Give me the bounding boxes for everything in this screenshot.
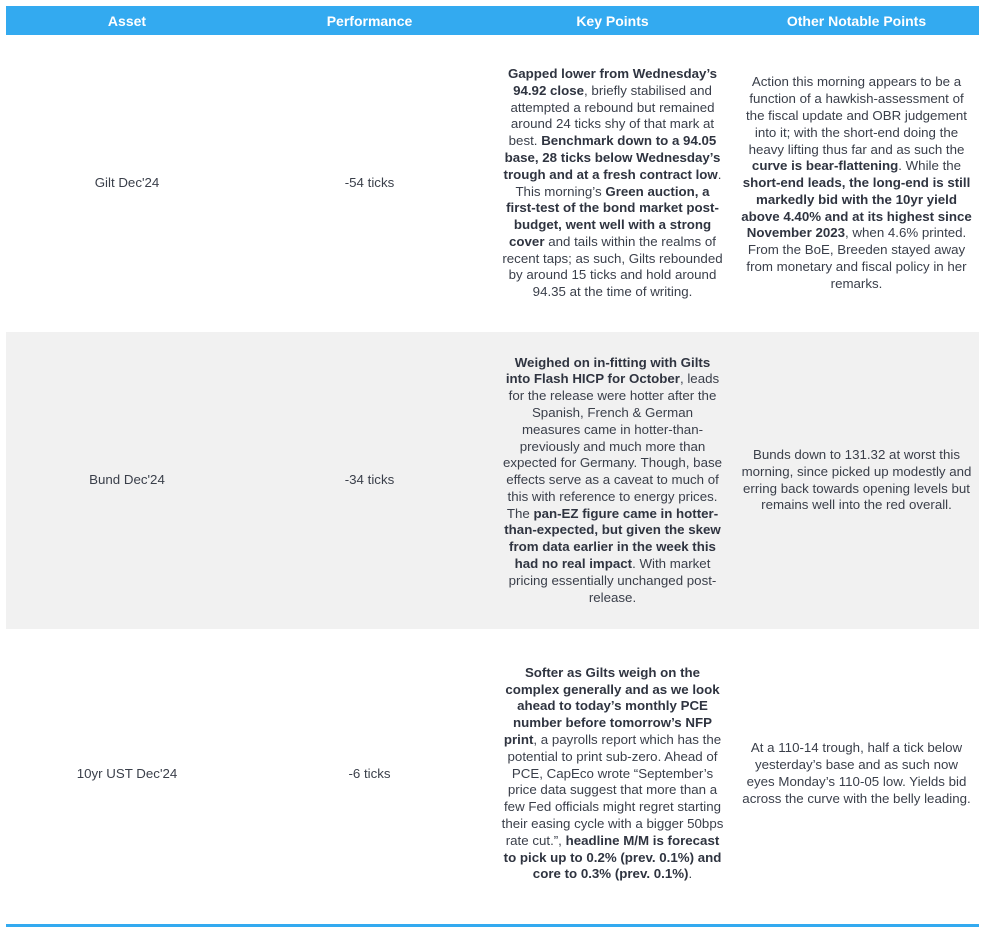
table-row	[6, 35, 979, 332]
header-key-points: Key Points	[491, 6, 734, 35]
text-segment: Bunds down to 131.32 at worst this morning, since picked up modestly and erring back towards opening levels but remains well into the red overall.	[741, 446, 972, 513]
bold-text-segment: pan-EZ figure came in hotter-than-expected, but given the skew from data earlier in the week this had no real impact	[504, 505, 721, 572]
cell-asset: Bund Dec'24	[6, 332, 248, 629]
bold-text-segment: Gapped lower from Wednesday’s 94.92 close	[507, 65, 718, 98]
text-segment: , briefly stabilised and attempted a rebound but remained around 24 ticks shy of that mark at best.	[508, 82, 715, 149]
bold-text-segment: Green auction, a first-test of the bond market post-budget, went well with a strong cover	[506, 183, 719, 249]
market-performance-table	[6, 6, 979, 919]
table-row	[6, 629, 979, 919]
cell-performance: -54 ticks	[344, 175, 395, 191]
text-segment: and tails within the realms of recent taps; as such, Gilts rebounded by around 15 ticks and hold around 94.35 at the time of writing.	[502, 233, 723, 300]
text-segment: , when 4.6% printed. From the BoE, Breeden stayed away from monetary and fiscal policy in her remarks.	[746, 225, 967, 291]
cell-key-points	[491, 35, 734, 332]
cell-other-notable-points	[734, 35, 979, 332]
cell-other-notable-points	[734, 332, 979, 629]
table-header	[6, 6, 979, 35]
bold-text-segment: Weighed on in-fitting with Gilts into Flash HICP for October	[505, 354, 711, 387]
cell-asset: 10yr UST Dec'24	[76, 765, 178, 781]
text-segment: Action this morning appears to be a function of a hawkish-assessment of the fiscal update and OBR judgement into it; with the short-end doing the heavy lifting thus far and as such the	[745, 74, 967, 157]
header-performance: Performance	[248, 6, 491, 35]
cell-performance: -34 ticks	[248, 332, 491, 629]
header-other-notable-points: Other Notable Points	[734, 6, 979, 35]
bold-text-segment: curve is bear-flattening	[751, 158, 899, 174]
cell-key-points	[491, 332, 734, 629]
text-segment: At a 110-14 trough, half a tick below yesterday’s base and as such now eyes Monday’s 110-05 low. Yields bid across the curve with the belly leading.	[742, 740, 971, 806]
text-segment: , leads for the release were hotter after the Spanish, French & German measures came in hotter-than-previously and much more than expected for Germany. Though, base effects serve as a caveat to much of this with reference to energy prices. The	[502, 371, 723, 521]
cell-asset: Gilt Dec'24	[94, 175, 160, 191]
table-row	[6, 332, 979, 629]
text-segment: , a payrolls report which has the potential to print sub-zero. Ahead of PCE, CapEco wrote “September’s price data suggest that more than a few Fed officials might regret starting their easing cycle with a bigger 50bps rate cut.”,	[501, 732, 724, 848]
text-segment: . With market pricing essentially unchanged post-release.	[508, 556, 717, 605]
table-body	[6, 35, 979, 919]
bold-text-segment: headline M/M is forecast to pick up to 0.2% (prev. 0.1%) and core to 0.3% (prev. 0.1%)	[503, 832, 722, 882]
cell-key-points	[491, 629, 734, 919]
bold-text-segment: short-end leads, the long-end is still markedly bid with the 10yr yield above 4.40% and at its highest since November 2023	[741, 175, 972, 241]
bold-text-segment: Benchmark down to a 94.05 base, 28 ticks below Wednesday’s trough and at a fresh contract low	[503, 133, 721, 182]
header-asset: Asset	[6, 6, 248, 35]
cell-other-notable-points	[734, 629, 979, 919]
bottom-divider	[6, 924, 979, 927]
bold-text-segment: Softer as Gilts weigh on the complex generally and as we look ahead to today’s monthly PCE number before tomorrow’s NFP print	[503, 664, 720, 747]
market-table-container	[6, 6, 979, 919]
text-segment: .	[688, 866, 693, 882]
cell-performance: -6 ticks	[348, 765, 391, 781]
text-segment: . While the	[898, 158, 962, 174]
text-segment: . This morning’s	[515, 166, 722, 199]
